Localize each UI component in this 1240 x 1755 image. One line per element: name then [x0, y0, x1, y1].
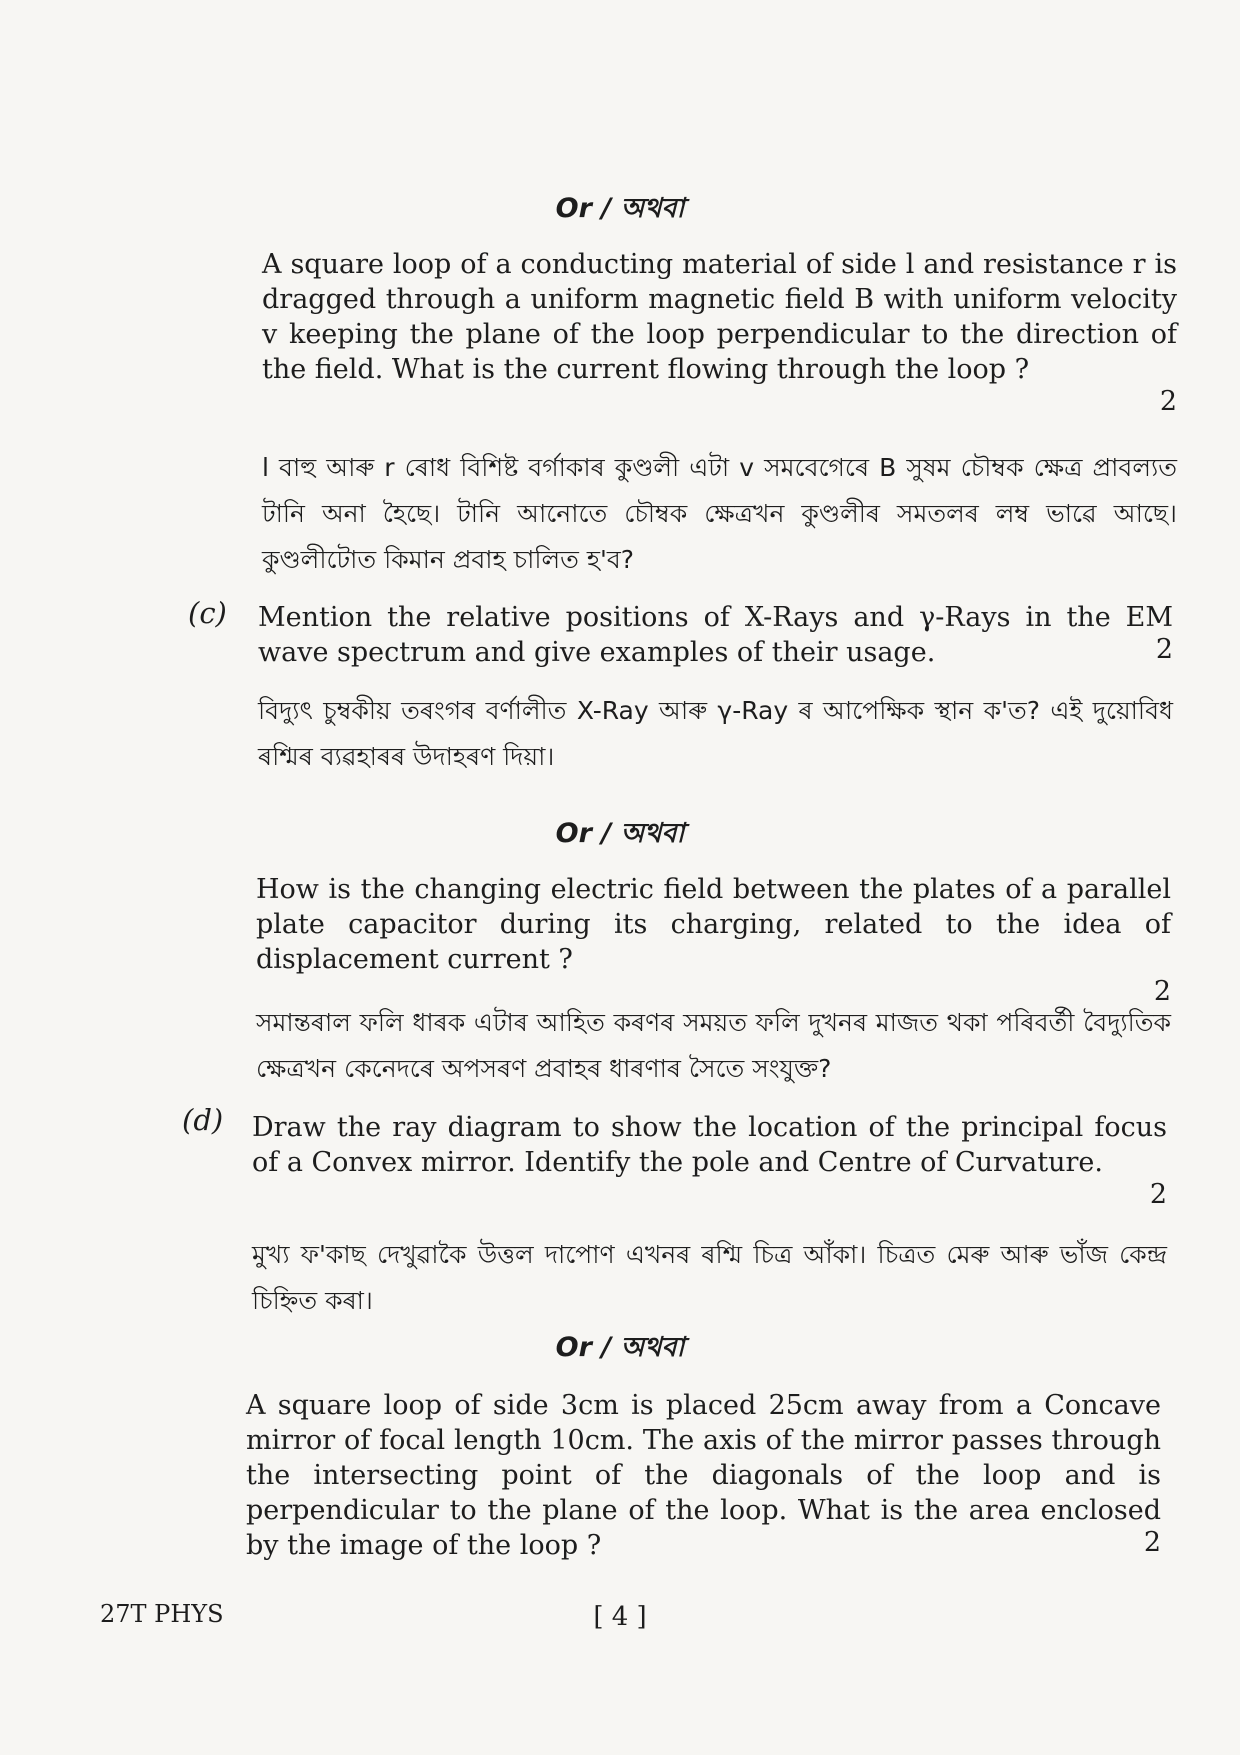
question-text: A square loop of side 3cm is placed 25cm away from a Concave mirror of focal length 10cm. The axis of the mirror passes through the intersecting point of the diagonals of the loop and is perpendicular to the plane of the loop. What is the area enclosed by the image of the loop ? [246, 1390, 1161, 1561]
question-text: Draw the ray diagram to show the location of the principal focus of a Convex mirror. Identify the pole and Centre of Curvature. [252, 1112, 1167, 1178]
or-heading: Or / অথবা [555, 818, 685, 849]
question-c-or-assamese: সমান্তৰাল ফলি ধাৰক এটাৰ আহিত কৰণৰ সময়ত ফলি দুখনৰ মাজত থকা পৰিবৰ্তী বৈদ্যুতিক ক্ষেত্ৰখন কেনেদৰে অপসৰণ প্ৰবাহৰ ধাৰণাৰ সৈতে সংযুক্ত? [256, 1008, 1171, 1083]
paper-code: 27T PHYS [100, 1600, 224, 1628]
question-c-or-english [256, 872, 1171, 1007]
question-label: (d) [182, 1103, 224, 1137]
question-c-english [258, 600, 1173, 670]
marks: 2 [1153, 976, 1171, 1007]
marks: 2 [1143, 1527, 1161, 1558]
question-d-english [252, 1110, 1167, 1210]
page-number: [ 4 ] [593, 1602, 647, 1632]
question-b-or-english [262, 247, 1177, 417]
question-d-assamese: মুখ্য ফ'কাছ দেখুৱাকৈ উত্তল দাপোণ এখনৰ ৰশ্মি চিত্ৰ আঁকা। চিত্ৰত মেৰু আৰু ভাঁজ কেন্দ্ৰ চিহ্নিত কৰা। [252, 1240, 1167, 1315]
marks: 2 [1149, 1179, 1167, 1210]
question-b-or-assamese: l বাহু আৰু r ৰোধ বিশিষ্ট বৰ্গাকাৰ কুণ্ডলী এটা v সমবেগেৰে B সুষম চৌম্বক ক্ষেত্ৰ প্ৰাবল্যত টানি অনা হৈছে। টানি আনোতে চৌম্বক ক্ষেত্ৰখন কুণ্ডলীৰ সমতলৰ লম্ব ভাৱে আছে। কুণ্ডলীটোত কিমান প্ৰবাহ চালিত হ'ব? [262, 453, 1177, 574]
question-text: How is the changing electric field between the plates of a parallel plate capacitor during its charging, related to the idea of displacement current ? [256, 874, 1171, 975]
question-d-or-english [246, 1388, 1161, 1563]
question-text: Mention the relative positions of X-Rays and γ-Rays in the EM wave spectrum and give examples of their usage. [258, 602, 1173, 668]
or-heading: Or / অথবা [555, 1332, 685, 1363]
marks: 2 [1155, 634, 1173, 665]
marks: 2 [1159, 386, 1177, 417]
question-text: A square loop of a conducting material of side l and resistance r is dragged through a uniform magnetic field B with uniform velocity v keeping the plane of the loop perpendicular to the direction of the field. What is the current flowing through the loop ? [262, 249, 1177, 385]
or-heading: Or / অথবা [555, 193, 685, 224]
question-label: (c) [188, 596, 227, 630]
question-c-assamese: বিদ্যুৎ চুম্বকীয় তৰংগৰ বৰ্ণালীত X-Ray আৰু γ-Ray ৰ আপেক্ষিক স্থান ক'ত? এই দুয়োবিধ ৰশ্মিৰ ব্যৱহাৰৰ উদাহৰণ দিয়া। [258, 696, 1173, 771]
